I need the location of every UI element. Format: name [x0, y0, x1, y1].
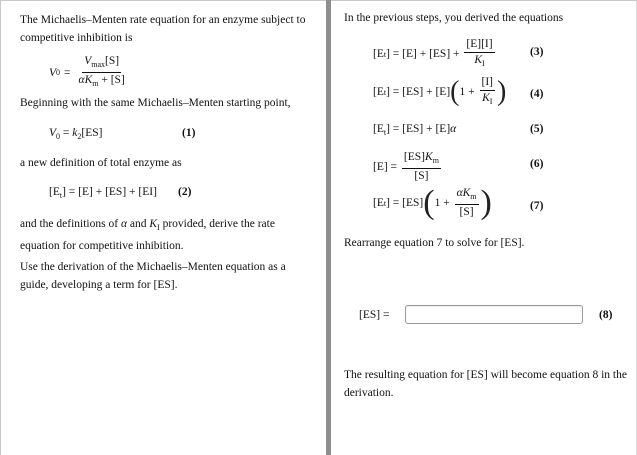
- eq4-fraction: $\frac{[I]}{K_I}$: [481, 76, 493, 106]
- eq6-fraction: $\frac{[ES]K_m}{[S]}$: [403, 151, 439, 182]
- equation-v0: V 0 = $\frac{V_{max}[S]}{\alpha K_m + [S]}$: [49, 55, 125, 88]
- result-text: The resulting equation for [ES] will become equation 8 in the derivation.: [344, 369, 627, 399]
- right-paren: ): [480, 184, 492, 221]
- total-enzyme-text: a new definition of total enzyme as: [20, 157, 182, 169]
- frame-left-border: [0, 0, 1, 455]
- equation-4-number: (4): [530, 88, 544, 100]
- equation-1: $V_0 = k_2[ES]$: [49, 127, 103, 141]
- right-paren: ): [497, 76, 507, 107]
- es-answer-input[interactable]: [405, 305, 583, 324]
- equation-5: $[E_t] = [ES] + [E]\alpha$: [373, 123, 457, 137]
- pane-divider[interactable]: [326, 0, 331, 455]
- equation-6: [E] = $\frac{[ES]K_m}{[S]}$: [373, 151, 439, 182]
- equation-3-number: (3): [530, 46, 544, 58]
- equation-6-number: (6): [530, 158, 544, 170]
- equation-8-number: (8): [599, 309, 613, 321]
- equation-2-number: (2): [178, 186, 192, 198]
- answer-label: [ES] =: [359, 309, 390, 321]
- equation-5-number: (5): [530, 123, 544, 135]
- v0-fraction: $\frac{V_{max}[S]}{\alpha K_m + [S]}$: [78, 55, 125, 88]
- eq7-fraction: $\frac{\alpha K_m}{[S]}$: [456, 187, 477, 218]
- equation-1-number: (1): [182, 127, 196, 139]
- right-intro-text: In the previous steps, you derived the equations: [344, 12, 564, 24]
- left-paren: (: [423, 184, 435, 221]
- equation-7-number: (7): [530, 200, 544, 212]
- equation-4: [E t ] = [ES] + [E] ( 1 + $\frac{[I]}{K_I}$ ): [373, 76, 507, 107]
- guide-text: Use the derivation of the Michaelis–Menten equation as a guide, developing a term for [ES].: [20, 261, 286, 291]
- equation-2: $[E_t] = [E] + [ES] + [EI]$: [49, 186, 157, 200]
- frame-top-border: [0, 0, 637, 1]
- derive-text: and the definitions of α and $K_I$ provided, derive the rate equation for competitive inhibition.: [20, 218, 275, 252]
- equation-3: [E t ] = [E] + [ES] + $\frac{[E][I]}{K_I}$: [373, 38, 493, 68]
- beginning-text: Beginning with the same Michaelis–Menten starting point,: [20, 97, 291, 109]
- equation-7: [E t ] = [ES] ( 1 + $\frac{\alpha K_m}{[S]}$ ): [373, 184, 492, 221]
- rearrange-text: Rearrange equation 7 to solve for [ES].: [344, 237, 525, 249]
- left-paren: (: [450, 76, 460, 107]
- intro-text: The Michaelis–Menten rate equation for an enzyme subject to competitive inhibition is: [20, 14, 306, 44]
- eq3-fraction: $\frac{[E][I]}{K_I}$: [466, 38, 493, 68]
